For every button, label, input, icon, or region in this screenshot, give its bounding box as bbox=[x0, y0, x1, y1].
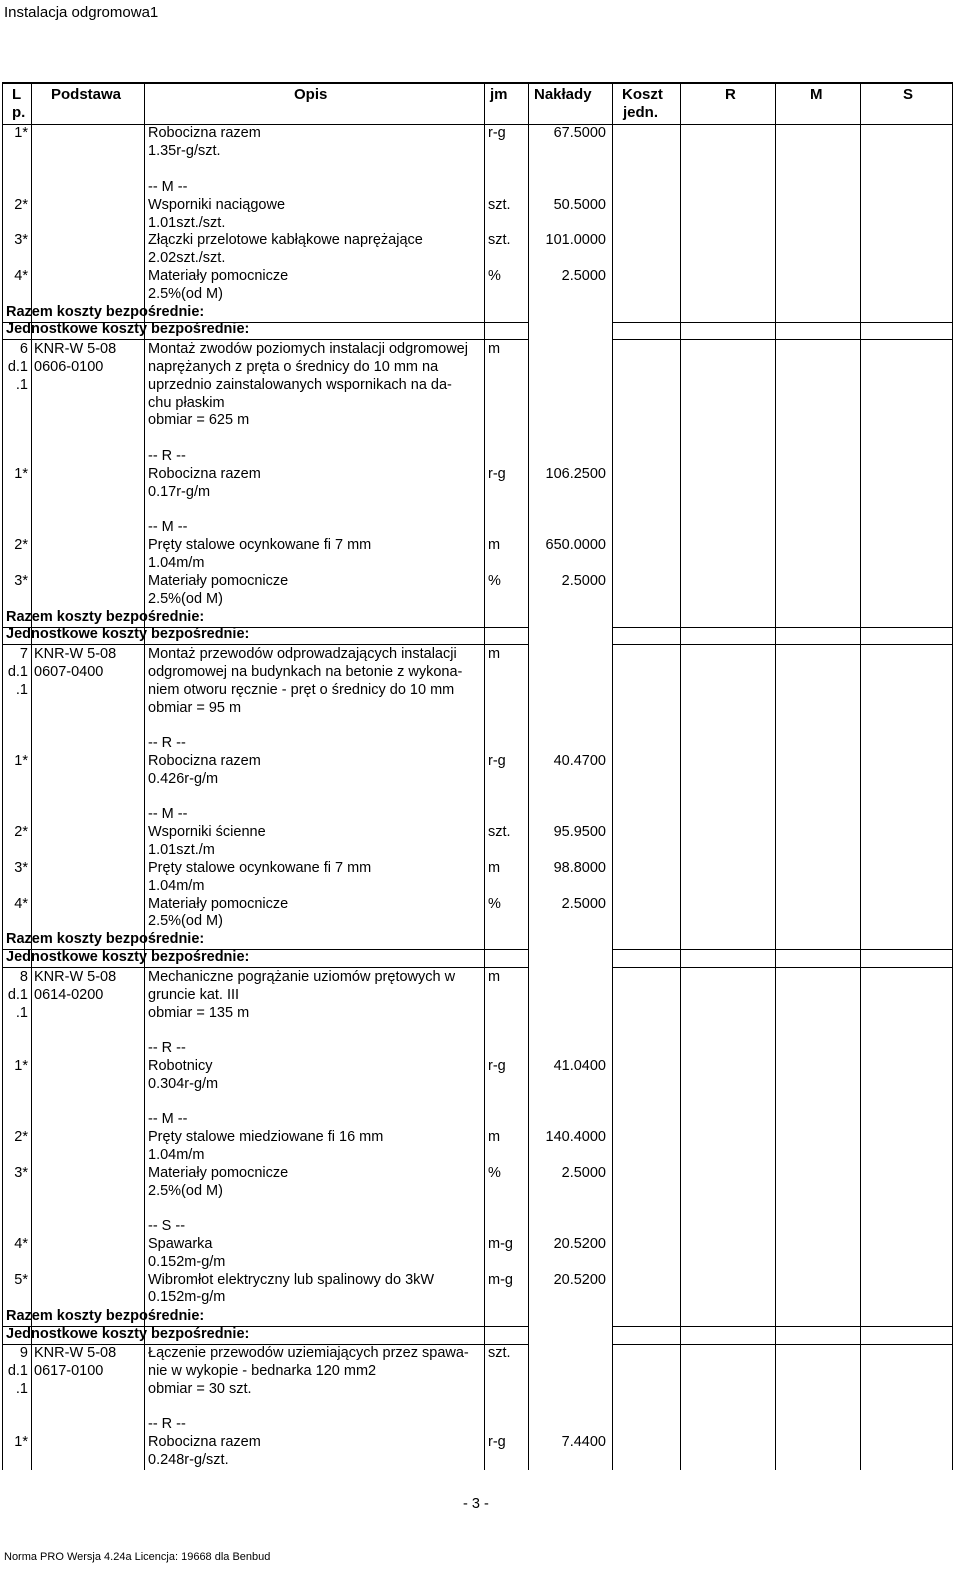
document-title: Instalacja odgromowa1 bbox=[4, 4, 159, 21]
row-naklady: 2.5000 bbox=[561, 573, 606, 589]
row-naklady: 106.2500 bbox=[545, 466, 606, 482]
row-naklady: 2.5000 bbox=[561, 1165, 606, 1181]
row-naklady: 2.5000 bbox=[561, 268, 606, 284]
row-naklady: 20.5200 bbox=[553, 1236, 606, 1252]
row-lp: .1 bbox=[15, 1005, 28, 1021]
row-lp: 4* bbox=[14, 268, 28, 284]
row-opis: 0.248r-g/szt. bbox=[148, 1452, 229, 1468]
row-naklady: 40.4700 bbox=[553, 753, 606, 769]
row-opis: 2.5%(od M) bbox=[148, 591, 223, 607]
footer-license: Norma PRO Wersja 4.24a Licencja: 19668 dla Benbud bbox=[4, 1551, 271, 1563]
row-lp: 3* bbox=[14, 1165, 28, 1181]
row-lp: 9 bbox=[19, 1345, 28, 1361]
row-opis: odgromowej na budynkach na betonie z wykona- bbox=[148, 664, 463, 680]
row-opis: 0.152m-g/m bbox=[148, 1289, 226, 1305]
column-divider-right bbox=[952, 82, 953, 1470]
row-jm: r-g bbox=[488, 125, 506, 141]
row-opis: Materiały pomocnicze bbox=[148, 1165, 289, 1181]
row-opis: 2.02szt./szt. bbox=[148, 250, 226, 266]
row-lp: 4* bbox=[14, 896, 28, 912]
row-naklady: 140.4000 bbox=[545, 1129, 606, 1145]
row-opis: 1.35r-g/szt. bbox=[148, 143, 221, 159]
summary-label: Jednostkowe koszty bezpośrednie: bbox=[6, 321, 250, 337]
row-opis: gruncie kat. III bbox=[148, 987, 240, 1003]
summary-divider-right bbox=[612, 949, 952, 950]
row-lp: 6 bbox=[19, 341, 28, 357]
row-opis: -- R -- bbox=[148, 1040, 186, 1056]
row-podstawa: KNR-W 5-08 bbox=[34, 341, 117, 357]
row-opis: Pręty stalowe miedziowane fi 16 mm bbox=[148, 1129, 384, 1145]
row-lp: .1 bbox=[15, 1381, 28, 1397]
row-opis: Mechaniczne pogrążanie uziomów prętowych w bbox=[148, 969, 456, 985]
row-lp: .1 bbox=[15, 682, 28, 698]
row-jm: r-g bbox=[488, 1058, 506, 1074]
row-opis: 0.17r-g/m bbox=[148, 484, 211, 500]
row-lp: 3* bbox=[14, 232, 28, 248]
row-jm: % bbox=[488, 268, 501, 284]
column-divider-c4 bbox=[528, 82, 529, 1470]
header-m: M bbox=[810, 86, 823, 103]
header-r: R bbox=[725, 86, 736, 103]
row-lp: d.1 bbox=[7, 987, 28, 1003]
row-lp: 1* bbox=[14, 1434, 28, 1450]
row-naklady: 101.0000 bbox=[545, 232, 606, 248]
row-opis: obmiar = 95 m bbox=[148, 700, 242, 716]
row-opis: -- M -- bbox=[148, 179, 188, 195]
row-opis: Pręty stalowe ocynkowane fi 7 mm bbox=[148, 537, 372, 553]
row-lp: 1* bbox=[14, 1058, 28, 1074]
summary-label: Razem koszty bezpośrednie: bbox=[6, 1308, 205, 1324]
row-opis: Wsporniki ścienne bbox=[148, 824, 266, 840]
row-jm: m bbox=[488, 860, 501, 876]
row-opis: Robocizna razem bbox=[148, 1434, 261, 1450]
page-number: - 3 - bbox=[463, 1496, 489, 1512]
row-jm: m-g bbox=[488, 1272, 513, 1288]
row-lp: 1* bbox=[14, 753, 28, 769]
row-podstawa: 0617-0100 bbox=[34, 1363, 104, 1379]
row-jm: szt. bbox=[488, 197, 511, 213]
row-podstawa: KNR-W 5-08 bbox=[34, 1345, 117, 1361]
column-divider-c6 bbox=[680, 82, 681, 1470]
row-opis: Materiały pomocnicze bbox=[148, 896, 289, 912]
header-lp: L bbox=[12, 86, 22, 103]
row-opis: Pręty stalowe ocynkowane fi 7 mm bbox=[148, 860, 372, 876]
row-jm: r-g bbox=[488, 1434, 506, 1450]
row-lp: 8 bbox=[19, 969, 28, 985]
row-jm: m-g bbox=[488, 1236, 513, 1252]
row-jm: m bbox=[488, 969, 501, 985]
row-jm: m bbox=[488, 537, 501, 553]
summary-divider-right bbox=[612, 967, 952, 968]
row-lp: 2* bbox=[14, 197, 28, 213]
summary-label: Razem koszty bezpośrednie: bbox=[6, 931, 205, 947]
row-opis: 1.04m/m bbox=[148, 1147, 205, 1163]
row-lp: d.1 bbox=[7, 359, 28, 375]
row-lp: 3* bbox=[14, 573, 28, 589]
row-opis: obmiar = 625 m bbox=[148, 412, 250, 428]
row-opis: Robocizna razem bbox=[148, 466, 261, 482]
row-opis: 0.304r-g/m bbox=[148, 1076, 219, 1092]
summary-divider-right bbox=[612, 644, 952, 645]
row-opis: Wibromłot elektryczny lub spalinowy do 3kW bbox=[148, 1272, 435, 1288]
row-opis: Łączenie przewodów uziemiających przez spawa- bbox=[148, 1345, 469, 1361]
summary-label: Razem koszty bezpośrednie: bbox=[6, 609, 205, 625]
row-lp: 2* bbox=[14, 824, 28, 840]
row-podstawa: 0606-0100 bbox=[34, 359, 104, 375]
row-opis: Robotnicy bbox=[148, 1058, 213, 1074]
row-opis: -- R -- bbox=[148, 735, 186, 751]
row-naklady: 41.0400 bbox=[553, 1058, 606, 1074]
row-opis: Złączki przelotowe kabłąkowe naprężające bbox=[148, 232, 423, 248]
row-lp: 1* bbox=[14, 125, 28, 141]
row-opis: 1.01szt./m bbox=[148, 842, 215, 858]
summary-divider-right bbox=[612, 322, 952, 323]
row-lp: 7 bbox=[19, 646, 28, 662]
row-jm: szt. bbox=[488, 232, 511, 248]
header-lp: p. bbox=[12, 104, 26, 121]
row-opis: niem otworu ręcznie - pręt o średnicy do 10 mm bbox=[148, 682, 455, 698]
row-opis: 2.5%(od M) bbox=[148, 913, 223, 929]
row-jm: m bbox=[488, 341, 501, 357]
row-naklady: 20.5200 bbox=[553, 1272, 606, 1288]
row-opis: -- M -- bbox=[148, 1111, 188, 1127]
row-lp: 4* bbox=[14, 1236, 28, 1252]
row-opis: Materiały pomocnicze bbox=[148, 268, 289, 284]
row-opis: nie w wykopie - bednarka 120 mm2 bbox=[148, 1363, 377, 1379]
column-divider-c1 bbox=[31, 82, 32, 1470]
column-divider-c5 bbox=[612, 82, 613, 1470]
row-opis: uprzednio zainstalowanych wspornikach na da- bbox=[148, 377, 452, 393]
column-divider-c2 bbox=[144, 82, 145, 1470]
row-jm: % bbox=[488, 1165, 501, 1181]
column-divider-c3 bbox=[484, 82, 485, 1470]
row-jm: r-g bbox=[488, 753, 506, 769]
row-opis: chu płaskim bbox=[148, 395, 225, 411]
row-podstawa: 0607-0400 bbox=[34, 664, 104, 680]
row-lp: 5* bbox=[14, 1272, 28, 1288]
row-opis: 2.5%(od M) bbox=[148, 286, 223, 302]
row-opis: obmiar = 135 m bbox=[148, 1005, 250, 1021]
row-naklady: 7.4400 bbox=[561, 1434, 606, 1450]
header-koszt: Koszt bbox=[622, 86, 663, 103]
row-opis: Spawarka bbox=[148, 1236, 213, 1252]
row-opis: Materiały pomocnicze bbox=[148, 573, 289, 589]
summary-divider-right bbox=[612, 1326, 952, 1327]
row-opis: -- R -- bbox=[148, 1416, 186, 1432]
summary-label: Razem koszty bezpośrednie: bbox=[6, 304, 205, 320]
header-podstawa: Podstawa bbox=[51, 86, 122, 103]
row-opis: 1.01szt./szt. bbox=[148, 215, 226, 231]
row-naklady: 650.0000 bbox=[545, 537, 606, 553]
row-opis: 0.426r-g/m bbox=[148, 771, 219, 787]
row-opis: -- R -- bbox=[148, 448, 186, 464]
row-naklady: 98.8000 bbox=[553, 860, 606, 876]
row-naklady: 67.5000 bbox=[553, 125, 606, 141]
header-koszt: jedn. bbox=[623, 104, 659, 121]
column-divider-left bbox=[2, 82, 3, 1470]
row-lp: d.1 bbox=[7, 1363, 28, 1379]
row-naklady: 95.9500 bbox=[553, 824, 606, 840]
row-jm: szt. bbox=[488, 1345, 511, 1361]
row-jm: szt. bbox=[488, 824, 511, 840]
summary-divider-right bbox=[612, 627, 952, 628]
header-opis: Opis bbox=[294, 86, 328, 103]
column-divider-c7 bbox=[775, 82, 776, 1470]
row-podstawa: KNR-W 5-08 bbox=[34, 646, 117, 662]
row-opis: Robocizna razem bbox=[148, 753, 261, 769]
header-jm: jm bbox=[490, 86, 508, 103]
summary-divider-right bbox=[612, 339, 952, 340]
row-jm: m bbox=[488, 1129, 501, 1145]
row-opis: obmiar = 30 szt. bbox=[148, 1381, 252, 1397]
row-lp: 2* bbox=[14, 537, 28, 553]
row-lp: 3* bbox=[14, 860, 28, 876]
summary-label: Jednostkowe koszty bezpośrednie: bbox=[6, 1326, 250, 1342]
row-opis: Montaż przewodów odprowadzających instalacji bbox=[148, 646, 457, 662]
header-naklady: Nakłady bbox=[534, 86, 592, 103]
row-lp: d.1 bbox=[7, 664, 28, 680]
row-naklady: 50.5000 bbox=[553, 197, 606, 213]
row-opis: Montaż zwodów poziomych instalacji odgromowej bbox=[148, 341, 468, 357]
row-opis: 1.04m/m bbox=[148, 555, 205, 571]
row-jm: % bbox=[488, 896, 501, 912]
row-podstawa: KNR-W 5-08 bbox=[34, 969, 117, 985]
row-jm: % bbox=[488, 573, 501, 589]
row-jm: m bbox=[488, 646, 501, 662]
row-opis: -- M -- bbox=[148, 806, 188, 822]
row-podstawa: 0614-0200 bbox=[34, 987, 104, 1003]
column-divider-c8 bbox=[860, 82, 861, 1470]
row-lp: .1 bbox=[15, 377, 28, 393]
row-opis: -- S -- bbox=[148, 1218, 186, 1234]
row-lp: 2* bbox=[14, 1129, 28, 1145]
row-opis: 0.152m-g/m bbox=[148, 1254, 226, 1270]
header-s: S bbox=[903, 86, 914, 103]
row-opis: Robocizna razem bbox=[148, 125, 261, 141]
summary-label: Jednostkowe koszty bezpośrednie: bbox=[6, 626, 250, 642]
summary-label: Jednostkowe koszty bezpośrednie: bbox=[6, 949, 250, 965]
row-opis: naprężanych z pręta o średnicy do 10 mm na bbox=[148, 359, 439, 375]
row-opis: 2.5%(od M) bbox=[148, 1183, 223, 1199]
row-opis: -- M -- bbox=[148, 519, 188, 535]
row-lp: 1* bbox=[14, 466, 28, 482]
row-jm: r-g bbox=[488, 466, 506, 482]
row-naklady: 2.5000 bbox=[561, 896, 606, 912]
row-opis: Wsporniki naciągowe bbox=[148, 197, 286, 213]
row-opis: 1.04m/m bbox=[148, 878, 205, 894]
summary-divider-right bbox=[612, 1344, 952, 1345]
